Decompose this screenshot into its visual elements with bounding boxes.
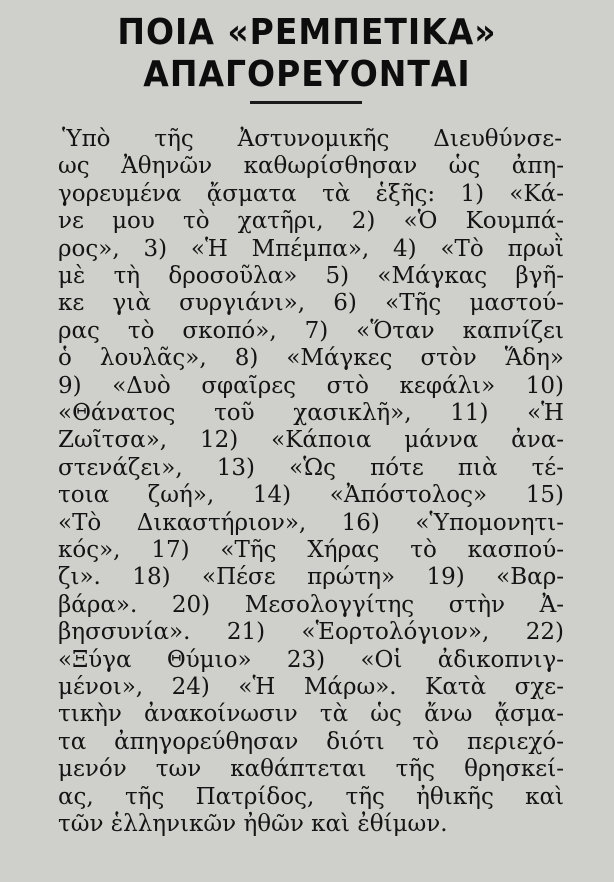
article-line: ως Ἀθηνῶν καθωρίσθησαν ὡς ἀπη- bbox=[58, 153, 564, 180]
article-line: τα ἀπηγορεύθησαν διότι τὸ περιεχό- bbox=[58, 728, 564, 755]
article-line: «Τὸ Δικαστήριον», 16) «Ὑπομονητι- bbox=[58, 509, 564, 536]
article-line: κε γιὰ συργιάνι», 6) «Τῆς μαστού- bbox=[58, 290, 564, 317]
article-line: βάρα». 20) Μεσολογγίτης στὴν Ἀ- bbox=[58, 591, 564, 618]
headline-divider bbox=[250, 101, 362, 104]
article-line: μὲ τὴ δροσοῦλα» 5) «Μάγκας βγῆ- bbox=[58, 263, 564, 289]
headline-line-2: ΑΠΑΓΟΡΕΥΟΝΤΑΙ bbox=[143, 52, 471, 95]
article-line: τικὴν ἀνακοίνωσιν τὰ ὡς ἄνω ᾄσμα- bbox=[58, 701, 564, 728]
article-line: ρας τὸ σκοπό», 7) «Ὅταν καπνίζει bbox=[58, 317, 564, 344]
headline-line-1: ΠΟΙΑ «ΡΕΜΠΕΤΙΚΑ» bbox=[117, 10, 497, 53]
article-line: νε μου τὸ χατῆρι, 2) «Ὁ Κουμπά- bbox=[58, 208, 564, 235]
article-line: ας, τῆς Πατρίδος, τῆς ἠθικῆς καὶ bbox=[58, 783, 564, 810]
article-line: ζι». 18) «Πέσε πρώτη» 19) «Βαρ- bbox=[58, 564, 564, 591]
article-line: γορευμένα ᾄσματα τὰ ἑξῆς: 1) «Κά- bbox=[58, 180, 564, 207]
article-line: «Θάνατος τοῦ χασικλῆ», 11) «Ἡ bbox=[58, 400, 564, 426]
article-line: μένοι», 24) «Ἡ Μάρω». Κατὰ σχε- bbox=[58, 674, 564, 700]
article-line: βησσυνία». 21) «Ἑορτολόγιον», 22) bbox=[58, 619, 564, 646]
article-line: ρος», 3) «Ἡ Μπέμπα», 4) «Τὸ πρωῒ bbox=[58, 235, 564, 262]
article-line: τοια ζωή», 14) «Ἀπόστολος» 15) bbox=[58, 482, 564, 509]
article-line: Ὑπὸ τῆς Ἀστυνομικῆς Διευθύνσε- bbox=[62, 126, 562, 152]
article-line: στενάζει», 13) «Ὡς πότε πιὰ τέ- bbox=[58, 454, 564, 481]
article-line: ὁ λουλᾶς», 8) «Μάγκες στὸν Ἅδη» bbox=[58, 345, 564, 372]
article-line: τῶν ἑλληνικῶν ἠθῶν καὶ ἐθίμων. bbox=[58, 811, 448, 837]
article-line: μενόν των καθάπτεται τῆς θρησκεί- bbox=[58, 756, 564, 783]
article-line: Ζωῖτσα», 12) «Κάποια μάννα ἀνα- bbox=[58, 427, 564, 454]
article-line: «Ξύγα Θύμιο» 23) «Οἱ ἀδικοπνιγ- bbox=[58, 646, 564, 673]
article-line: κός», 17) «Τῆς Χήρας τὸ κασπού- bbox=[58, 537, 564, 563]
article-line: 9) «Δυὸ σφαῖρες στὸ κεφάλι» 10) bbox=[58, 372, 564, 399]
